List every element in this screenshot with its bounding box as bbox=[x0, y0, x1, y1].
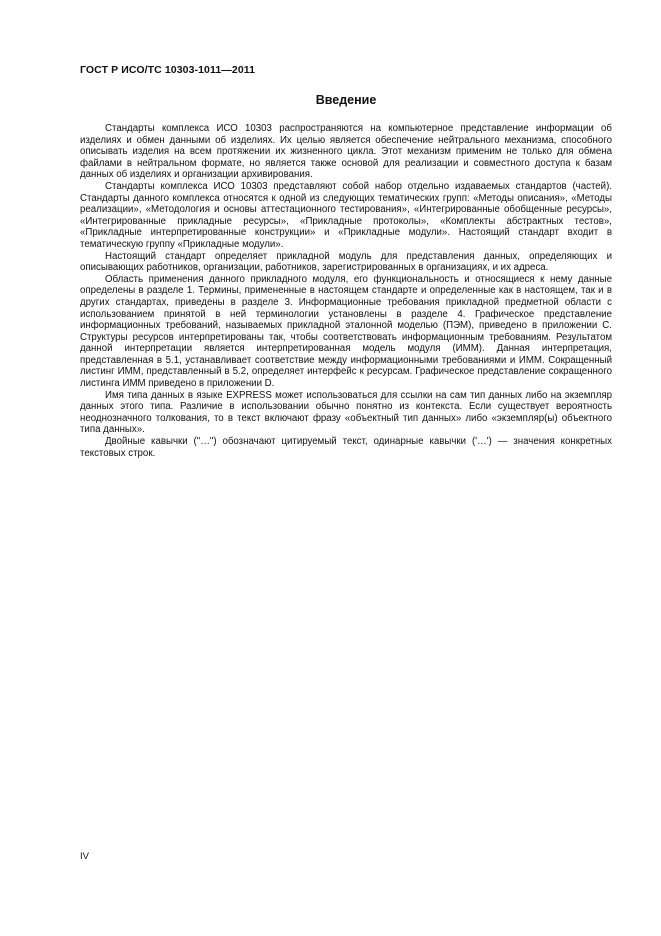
document-code-header: ГОСТ Р ИСО/ТС 10303-1011—2011 bbox=[80, 64, 256, 76]
paragraph-3: Настоящий стандарт определяет прикладной модуль для представления данных, определяющих и описывающих работников, организации, работников, зарегистрированных в организациях, и их адреса. bbox=[80, 250, 612, 274]
paragraph-6: Двойные кавычки ("…") обозначают цитируемый текст, одинарные кавычки ('…') — значения конкретных текстовых строк. bbox=[80, 436, 612, 459]
paragraph-1: Стандарты комплекса ИСО 10303 распространяются на компьютерное представление информации об изделиях и обмен данными об изделиях. Их целью является обеспечение нейтрального механизма, способного описывать изделия на всем протяжении их жизненного цикла. Этот механизм применим не только для обмена файлами в нейтральном формате, но является также основой для реализации и совместного доступа к базам данных об изделиях и организации архивирования. bbox=[80, 123, 612, 181]
page-number: IV bbox=[80, 851, 89, 862]
document-body bbox=[80, 123, 612, 459]
paragraph-2: Стандарты комплекса ИСО 10303 представляют собой набор отдельно издаваемых стандартов (частей). Стандарты данного комплекса относятся к одной из следующих тематических групп: «Методы описания», «Методы реализации», «Методология и основы аттестационного тестирования», «Интегрированные обобщенные ресурсы», «Интегрированные прикладные ресурсы», «Прикладные протоколы», «Комплекты абстрактных тестов», «Прикладные интерпретированные конструкции» и «Прикладные модули». Настоящий стандарт входит в тематическую группу «Прикладные модули». bbox=[80, 180, 612, 250]
paragraph-4: Область применения данного прикладного модуля, его функциональность и относящиеся к нему данные определены в разделе 1. Термины, примененные в настоящем стандарте и определенные как в настоящем, так и в других стандартах, приведены в разделе 3. Информационные требования прикладной предметной области с использованием принятой в ней терминологии установлены в разделе 4. Графическое представление информационных требований, называемых прикладной эталонной моделью (ПЭМ), приведено в приложении С. Структуры ресурсов интерпретированы так, чтобы соответствовать информационным требованиям. Результатом данной интерпретации является интерпретированная модель модуля (ИММ). Данная интерпретация, представленная в 5.1, устанавливает соответствие между информационными требованиями и ИММ. Сокращенный листинг ИММ, представленный в 5.2, определяет интерфейс к ресурсам. Графическое представление сокращенного листинга ИММ приведено в приложении D. bbox=[80, 273, 612, 390]
section-title: Введение bbox=[315, 93, 377, 107]
paragraph-5: Имя типа данных в языке EXPRESS может использоваться для ссылки на сам тип данных либо на экземпляр данных этого типа. Различие в использовании обычно понятно из контекста. Если существует вероятность неоднозначного толкования, то в текст включают фразу «объектный тип данных» либо «экземпляр(ы) объектного типа данных». bbox=[80, 389, 612, 436]
